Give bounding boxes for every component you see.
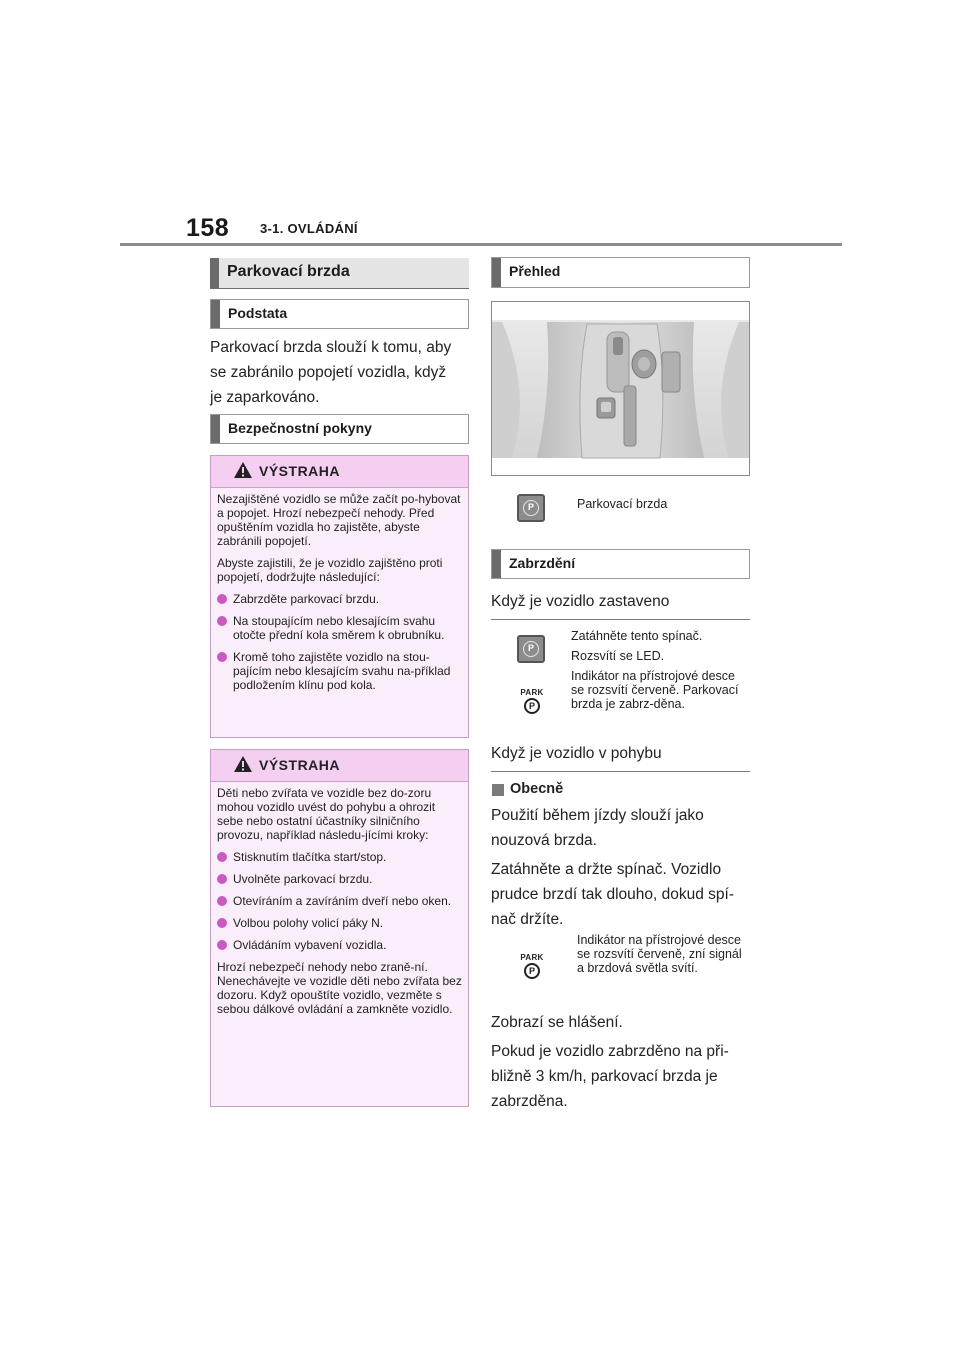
section-heading-text: Parkovací brzda: [227, 263, 350, 280]
heading-bar: [211, 415, 220, 443]
center-console-illustration: [492, 302, 749, 475]
legend-label: Parkovací brzda: [577, 497, 668, 511]
stationary-steps: [571, 629, 751, 717]
warning-paragraph: Nezajištěné vozidlo se může začít po-hybovat a popojet. Hrozí nebezpečí nehody. Před opuštěním vozidla ho zajistěte, abyste zabránili popojetí.: [217, 492, 461, 548]
warning-list-item: Otevíráním a zavíráním dveří nebo oken.: [217, 894, 462, 908]
overview-photo: [491, 301, 750, 476]
body-line: Zatáhněte a držte spínač. Vozidlo: [491, 861, 722, 878]
moving-subheading: [491, 745, 750, 772]
body-line: Zobrazí se hlášení.: [491, 1014, 623, 1031]
body-line: bližně 3 km/h, parkovací brzda je: [491, 1068, 718, 1085]
warning-triangle-icon: [233, 461, 253, 479]
parking-brake-switch-icon: [517, 494, 545, 522]
warning-body: [217, 786, 462, 1024]
stationary-subheading: [491, 593, 750, 620]
intro-line: je zaparkováno.: [210, 389, 320, 406]
warning-box-1: [210, 455, 469, 738]
warning-title: VÝSTRAHA: [259, 463, 341, 479]
stationary-subheading-text: Když je vozidlo zastaveno: [491, 593, 670, 610]
subheading-safety: [210, 414, 469, 444]
warning-list-item: Volbou polohy volicí páky N.: [217, 916, 462, 930]
park-indicator-icon: [517, 953, 547, 983]
warning-list-item: Uvolněte parkovací brzdu.: [217, 872, 462, 886]
subheading-podstata: [210, 299, 469, 329]
intro-line: se zabránilo popojetí vozidla, když: [210, 364, 447, 381]
warning-paragraph: Hrozí nebezpečí nehody nebo zraně-ní. Nenechávejte ve vozidle děti nebo zvířata bez dozoru. Když opouštíte vozidlo, vezměte s sebou dálkové ovládání a zamkněte vozidlo.: [217, 960, 462, 1016]
heading-bar: [492, 550, 501, 578]
warning-header: [211, 456, 468, 488]
heading-bar: [211, 300, 220, 328]
parking-brake-switch-icon: [517, 635, 545, 663]
warning-box-2: [210, 749, 469, 1107]
heading-bar: [492, 258, 501, 287]
intro-paragraph: [210, 336, 470, 411]
moving-indicator-text: Indikátor na přístrojové desce se rozsvítí červeně, zní signál a brzdová světla svítí.: [577, 933, 742, 975]
warning-list-item: Na stoupajícím nebo klesajícím svahu otočte přední kola směrem k obrubníku.: [217, 614, 462, 642]
square-bullet-icon: [492, 784, 504, 796]
warning-paragraph: Abyste zajistili, že je vozidlo zajištěno proti popojetí, dodržujte následující:: [217, 556, 443, 584]
warning-list-item: Stisknutím tlačítka start/stop.: [217, 850, 462, 864]
subheading-text: Bezpečnostní pokyny: [228, 420, 372, 436]
subheading-text: Přehled: [509, 263, 561, 279]
body-line: Pokud je vozidlo zabrzděno na při-: [491, 1043, 729, 1060]
p-letter-icon: P: [524, 963, 540, 979]
body-line: zabrzděna.: [491, 1093, 568, 1110]
body-line: Použití během jízdy slouží jako: [491, 807, 704, 824]
subheading-text: Zabrzdění: [509, 555, 576, 571]
step-text: Rozsvítí se LED.: [571, 649, 665, 663]
warning-body: [217, 492, 462, 700]
subheading-apply: [491, 549, 750, 579]
chapter-title: 3-1. OVLÁDÁNÍ: [260, 221, 358, 236]
general-heading: Obecně: [510, 781, 564, 797]
general-paragraphs: [491, 804, 751, 933]
step-text: Zatáhněte tento spínač.: [571, 629, 703, 643]
section-heading-parking-brake: [210, 258, 469, 289]
p-letter-icon: P: [523, 641, 539, 657]
body-line: prudce brzdí tak dlouho, dokud spí-: [491, 886, 734, 903]
subheading-overview: [491, 257, 750, 288]
warning-paragraph: Děti nebo zvířata ve vozidle bez do-zoru mohou vozidlo uvést do pohybu a ohrozit sebe nebo ostatní účastníky silničního provozu, například následu-jícími kroky:: [217, 786, 436, 842]
header-rule: [120, 243, 842, 246]
warning-list-item: Kromě toho zajistěte vozidlo na stou-pajícím nebo klesajícím svahu na-příklad podložením klínu pod kola.: [217, 650, 462, 692]
park-label: PARK: [520, 688, 544, 697]
intro-line: Parkovací brzda slouží k tomu, aby: [210, 339, 452, 356]
warning-triangle-icon: [233, 755, 253, 773]
step-text: Indikátor na přístrojové desce se rozsvítí červeně. Parkovací brzda je zabrz-děna.: [571, 669, 739, 711]
page-number: 158: [186, 214, 230, 242]
p-letter-icon: P: [524, 698, 540, 714]
heading-bar: [210, 258, 219, 288]
warning-title: VÝSTRAHA: [259, 757, 341, 773]
warning-list-item: Ovládáním vybavení vozidla.: [217, 938, 462, 952]
body-line: nač držíte.: [491, 911, 564, 928]
subheading-text: Podstata: [228, 305, 288, 321]
moving-subheading-text: Když je vozidlo v pohybu: [491, 745, 662, 762]
park-label: PARK: [520, 953, 544, 962]
message-paragraph: [491, 1011, 751, 1115]
park-indicator-icon: [517, 688, 547, 718]
warning-header: [211, 750, 468, 782]
body-line: nouzová brzda.: [491, 832, 597, 849]
p-letter-icon: P: [523, 500, 539, 516]
warning-list-item: Zabrzděte parkovací brzdu.: [217, 592, 462, 606]
